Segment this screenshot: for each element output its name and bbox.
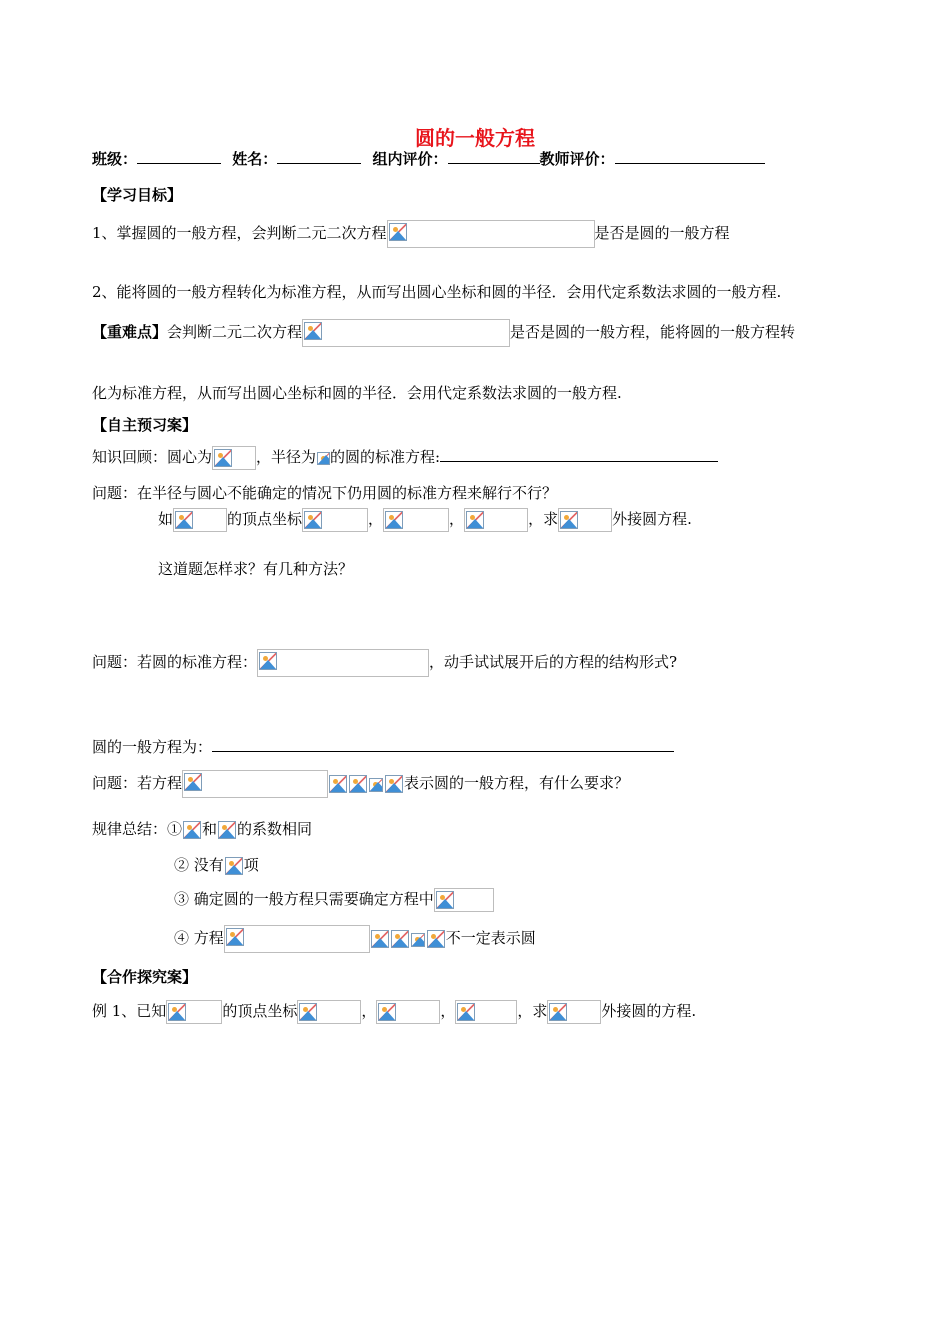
formula-image [348,773,368,795]
formula-image [426,928,446,950]
teacher-eval-blank [615,148,765,164]
rule-4-text: ④ 方程 [174,929,224,947]
broken-image-icon [175,511,193,529]
class-blank [137,148,221,164]
rule-4 [174,925,536,953]
name-label: 姓名： [232,150,278,168]
formula-image [387,220,595,248]
formula-image [182,770,328,798]
name-blank [277,148,361,164]
question-1-follow: 这道题怎样求？有几种方法？ [158,560,354,578]
key-points [92,319,795,347]
teacher-eval-label: 教师评价： [539,150,615,168]
separator: ， [368,510,384,528]
broken-image-icon [427,930,445,948]
question-3-text-end: 表示圆的一般方程，有什么要求？ [404,774,630,792]
broken-image-icon [183,821,201,839]
broken-image-icon [457,1003,475,1021]
answer-blank [440,446,718,462]
formula-image [302,508,368,532]
broken-image-icon [391,930,409,948]
broken-image-icon [560,511,578,529]
review-text: 知识回顾：圆心为 [92,448,213,466]
separator: ， [440,1002,456,1020]
rule-4-text-end: 不一定表示圆 [445,929,536,947]
goal-1-text: 1、掌握圆的一般方程，会判断二元二次方程 [92,224,387,242]
formula-image [383,508,449,532]
question-2-text-end: ，动手试试展开后的方程的结构形式? [429,653,678,671]
rule-2 [174,854,259,877]
header-row [92,148,765,170]
broken-image-icon [549,1003,567,1021]
section-preview: 【自主预习案】 [92,416,198,434]
formula-image [173,508,227,532]
formula-image [464,508,528,532]
broken-image-icon [184,773,202,791]
formula-image [434,888,494,912]
example-1 [92,1000,696,1024]
formula-image [297,1000,361,1024]
group-eval-label: 组内评价： [372,150,448,168]
section-key: 【重难点】 [92,323,168,341]
broken-image-icon [389,223,407,241]
answer-blank [212,736,674,752]
rule-3-text: ③ 确定圆的一般方程只需要确定方程中 [174,890,434,908]
example-1-text: 例 1、已知 [92,1002,167,1020]
review-text-end: 的圆的标准方程: [330,448,441,466]
broken-image-icon [299,1003,317,1021]
broken-image-icon [466,511,484,529]
broken-image-icon [225,857,243,875]
formula-image [224,925,370,953]
goal-1-text-end: 是否是圆的一般方程 [594,224,730,242]
formula-image [302,319,510,347]
broken-image-icon [349,775,367,793]
question-3-text: 问题：若方程 [92,774,183,792]
goal-1 [92,220,730,248]
example-text-end: 外接圆方程. [612,510,692,528]
formula-image [212,446,256,470]
example-text-ask: ，求 [528,510,559,528]
broken-image-icon [385,775,403,793]
question-1-example [158,508,692,532]
separator: ， [361,1002,377,1020]
formula-image [257,649,429,677]
broken-image-icon [259,652,277,670]
formula-image [384,773,404,795]
broken-image-icon [218,821,236,839]
formula-image [368,773,384,795]
formula-image [182,819,202,841]
goal-2: 2、能将圆的一般方程转化为标准方程，从而写出圆心坐标和圆的半径．会用代定系数法求圆的一般方程. [92,283,782,301]
formula-image [547,1000,601,1024]
separator: ， [449,510,465,528]
broken-image-icon [369,778,383,792]
rule-2-text: ② 没有 [174,856,224,874]
rule-1-text-end: 的系数相同 [237,820,313,838]
example-text-mid: 的顶点坐标 [227,510,303,528]
formula-image [370,928,390,950]
formula-image [410,928,426,950]
question-3 [92,770,629,798]
question-2-text: 问题：若圆的标准方程： [92,653,258,671]
general-form-label: 圆的一般方程为： [92,738,213,756]
formula-image [224,855,244,877]
section-coop: 【合作探究案】 [92,968,198,986]
broken-image-icon [168,1003,186,1021]
key-points-cont: 化为标准方程，从而写出圆心坐标和圆的半径．会用代定系数法求圆的一般方程. [92,384,622,402]
review-text-mid: ，半径为 [256,448,317,466]
section-goals: 【学习目标】 [92,186,183,204]
general-form [92,736,674,758]
example-text: 如 [158,510,174,528]
broken-image-icon [214,449,232,467]
broken-image-icon [329,775,347,793]
class-label: 班级： [92,150,138,168]
question-2 [92,649,677,677]
rule-3 [174,888,494,912]
formula-image [376,1000,440,1024]
formula-image [328,773,348,795]
broken-image-icon [378,1003,396,1021]
formula-image [316,447,330,469]
review [92,446,718,470]
example-1-text-ask: ，求 [517,1002,548,1020]
rule-1-and: 和 [202,820,218,838]
formula-image [390,928,410,950]
page-title: 圆的一般方程 [415,126,535,150]
rule-1 [92,818,312,841]
broken-image-icon [371,930,389,948]
broken-image-icon [304,322,322,340]
formula-image [455,1000,517,1024]
broken-image-icon [385,511,403,529]
broken-image-icon [226,928,244,946]
example-1-text-mid: 的顶点坐标 [222,1002,298,1020]
example-1-text-end: 外接圆的方程. [601,1002,697,1020]
broken-image-icon [436,891,454,909]
key-text: 会判断二元二次方程 [167,323,303,341]
broken-image-icon [317,452,330,465]
question-1: 问题：在半径与圆心不能确定的情况下仍用圆的标准方程来解行不行？ [92,484,558,502]
broken-image-icon [411,933,425,947]
formula-image [558,508,612,532]
key-text-mid: 是否是圆的一般方程，能将圆的一般方程转 [510,323,796,341]
group-eval-blank [448,148,540,164]
formula-image [217,819,237,841]
formula-image [166,1000,222,1024]
broken-image-icon [304,511,322,529]
rule-2-text-end: 项 [243,856,259,874]
rule-1-text: 规律总结：① [92,820,183,838]
